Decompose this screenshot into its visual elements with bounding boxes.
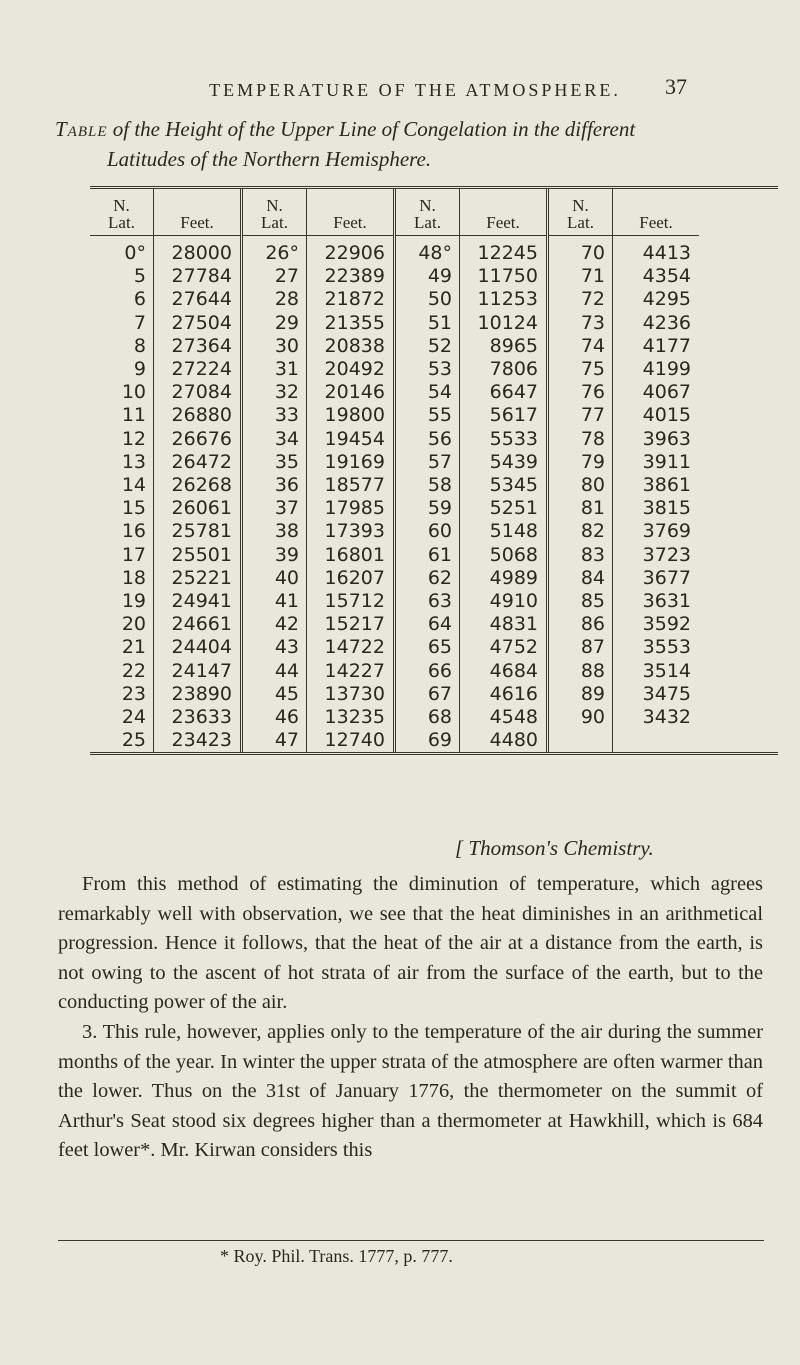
feet-cell: 23423 (154, 729, 242, 752)
lat-cell: 44 (274, 659, 299, 682)
lat-cell (548, 729, 613, 752)
header-lat-label: Lat. (261, 213, 288, 232)
feet-cell: 19169 (307, 451, 395, 474)
header-lat (395, 189, 460, 236)
feet-cell: 26472 (154, 451, 242, 474)
feet-cell: 5617 (460, 404, 548, 427)
feet-cell: 3861 (613, 474, 700, 497)
footnote: * Roy. Phil. Trans. 1777, p. 777. (220, 1246, 453, 1266)
lat-cell: 9 (133, 358, 146, 381)
feet-cell: 21872 (307, 288, 395, 311)
lat-cell: 73 (580, 311, 605, 334)
lat-cell: 45 (274, 682, 299, 705)
feet-cell: 4752 (460, 636, 548, 659)
header-feet (307, 189, 395, 236)
feet-cell: 26676 (154, 428, 242, 451)
feet-cell: 4413 (613, 236, 700, 266)
lat-cell: 40 (274, 566, 299, 589)
header-feet (154, 189, 242, 236)
table-row (90, 590, 699, 613)
lat-cell: 88 (580, 659, 605, 682)
lat-cell: 64 (427, 613, 452, 636)
feet-cell: 12245 (460, 236, 548, 266)
table-body (90, 236, 699, 753)
header-spacer (307, 197, 393, 214)
table-row (90, 660, 699, 683)
feet-cell: 27504 (154, 312, 242, 335)
feet-cell: 3963 (613, 428, 700, 451)
table-row (90, 729, 699, 752)
table-source: [ Thomson's Chemistry. (455, 836, 654, 860)
lat-cell: 50 (427, 288, 452, 311)
header-feet (613, 189, 700, 236)
header-n: N. (572, 196, 589, 215)
lat-cell: 48° (418, 242, 452, 264)
lat-cell: 82 (580, 520, 605, 543)
header-lat-label: Lat. (567, 213, 594, 232)
header-feet-label: Feet. (333, 213, 367, 232)
lat-cell: 36 (274, 474, 299, 497)
feet-cell: 7806 (460, 358, 548, 381)
header-feet (460, 189, 548, 236)
lat-cell: 33 (274, 404, 299, 427)
feet-cell: 23633 (154, 706, 242, 729)
header-feet-label: Feet. (639, 213, 673, 232)
lat-cell: 76 (580, 381, 605, 404)
feet-cell: 3677 (613, 567, 700, 590)
feet-cell: 15217 (307, 613, 395, 636)
feet-cell: 5439 (460, 451, 548, 474)
feet-cell: 24661 (154, 613, 242, 636)
feet-cell: 4480 (460, 729, 548, 752)
lat-cell: 59 (427, 497, 452, 520)
lat-cell: 52 (427, 334, 452, 357)
table-row (90, 236, 699, 266)
feet-cell: 4548 (460, 706, 548, 729)
feet-cell: 27784 (154, 265, 242, 288)
header-n: N. (419, 196, 436, 215)
feet-cell: 27224 (154, 358, 242, 381)
lat-cell: 19 (121, 590, 146, 613)
lat-cell: 60 (427, 520, 452, 543)
header-spacer (460, 197, 546, 214)
lat-cell: 74 (580, 334, 605, 357)
table-row (90, 335, 699, 358)
paragraph-2: 3. This rule, however, applies only to the temperature of the air during the summer months of the year. In winter the upper strata of the atmosphere are often warmer than the lower. Thus on the 31st of January 1776, the thermometer on the summit of Arthur's Seat stood six degrees higher than a thermometer at Hawkhill, which is 684 feet lower*. Mr. Kirwan considers this (58, 1020, 763, 1162)
lat-cell: 67 (427, 682, 452, 705)
lat-cell: 42 (274, 613, 299, 636)
feet-cell: 14227 (307, 660, 395, 683)
table-bottom-rule (90, 752, 778, 755)
lat-cell: 7 (133, 311, 146, 334)
feet-cell: 3432 (613, 706, 700, 729)
feet-cell (613, 729, 700, 752)
latitude-table (90, 189, 699, 752)
feet-cell: 4616 (460, 683, 548, 706)
feet-cell: 15712 (307, 590, 395, 613)
lat-cell: 8 (133, 334, 146, 357)
table-row (90, 312, 699, 335)
feet-cell: 22906 (307, 236, 395, 266)
feet-cell: 23890 (154, 683, 242, 706)
feet-cell: 4989 (460, 567, 548, 590)
lat-cell: 18 (121, 566, 146, 589)
table-row (90, 520, 699, 543)
feet-cell: 22389 (307, 265, 395, 288)
feet-cell: 20146 (307, 381, 395, 404)
lat-cell: 16 (121, 520, 146, 543)
table-row (90, 544, 699, 567)
feet-cell: 24941 (154, 590, 242, 613)
feet-cell: 4910 (460, 590, 548, 613)
lat-cell: 31 (274, 358, 299, 381)
lat-cell: 30 (274, 334, 299, 357)
table-header-row (90, 189, 699, 236)
header-feet-label: Feet. (486, 213, 520, 232)
feet-cell: 5251 (460, 497, 548, 520)
lat-cell: 14 (121, 474, 146, 497)
lat-cell: 20 (121, 613, 146, 636)
header-n: N. (266, 196, 283, 215)
lat-cell: 66 (427, 659, 452, 682)
feet-cell: 27644 (154, 288, 242, 311)
lat-cell: 89 (580, 682, 605, 705)
feet-cell: 3911 (613, 451, 700, 474)
feet-cell: 5068 (460, 544, 548, 567)
feet-cell: 4199 (613, 358, 700, 381)
feet-cell: 4236 (613, 312, 700, 335)
lat-cell: 84 (580, 566, 605, 589)
lat-cell: 12 (121, 427, 146, 450)
table-row (90, 404, 699, 427)
header-lat (548, 189, 613, 236)
lat-cell: 32 (274, 381, 299, 404)
header-lat-label: Lat. (108, 213, 135, 232)
lat-cell: 87 (580, 636, 605, 659)
lat-cell: 35 (274, 450, 299, 473)
page-number: 37 (665, 74, 687, 99)
lat-cell: 61 (427, 543, 452, 566)
feet-cell: 26880 (154, 404, 242, 427)
lat-cell: 70 (580, 242, 605, 264)
lat-cell: 86 (580, 613, 605, 636)
feet-cell: 19800 (307, 404, 395, 427)
lat-cell: 27 (274, 265, 299, 288)
header-feet-label: Feet. (180, 213, 214, 232)
lat-cell: 37 (274, 497, 299, 520)
table-title-line1: of the Height of the Upper Line of Congelation in the different (112, 117, 636, 141)
feet-cell: 3553 (613, 636, 700, 659)
lat-cell: 0° (124, 242, 146, 264)
table-row (90, 265, 699, 288)
lat-cell: 83 (580, 543, 605, 566)
feet-cell: 8965 (460, 335, 548, 358)
lat-cell: 34 (274, 427, 299, 450)
feet-cell: 14722 (307, 636, 395, 659)
feet-cell: 21355 (307, 312, 395, 335)
feet-cell: 12740 (307, 729, 395, 752)
table-row (90, 683, 699, 706)
lat-cell: 79 (580, 450, 605, 473)
header-n: N. (113, 196, 130, 215)
lat-cell: 39 (274, 543, 299, 566)
table-title (55, 114, 765, 174)
feet-cell: 3769 (613, 520, 700, 543)
lat-cell: 28 (274, 288, 299, 311)
lat-cell: 53 (427, 358, 452, 381)
lat-cell: 29 (274, 311, 299, 334)
congelation-table (90, 186, 790, 755)
feet-cell: 27084 (154, 381, 242, 404)
lat-cell: 15 (121, 497, 146, 520)
feet-cell: 28000 (154, 236, 242, 266)
lat-cell: 56 (427, 427, 452, 450)
feet-cell: 25501 (154, 544, 242, 567)
feet-cell: 4684 (460, 660, 548, 683)
feet-cell: 17393 (307, 520, 395, 543)
feet-cell: 4177 (613, 335, 700, 358)
lat-cell: 65 (427, 636, 452, 659)
table-row (90, 497, 699, 520)
lat-cell: 57 (427, 450, 452, 473)
lat-cell: 71 (580, 265, 605, 288)
feet-cell: 16801 (307, 544, 395, 567)
lat-cell: 90 (580, 706, 605, 729)
lat-cell: 62 (427, 566, 452, 589)
lat-cell: 54 (427, 381, 452, 404)
feet-cell: 3592 (613, 613, 700, 636)
lat-cell: 43 (274, 636, 299, 659)
lat-cell: 38 (274, 520, 299, 543)
feet-cell: 18577 (307, 474, 395, 497)
feet-cell: 4067 (613, 381, 700, 404)
table-title-line2: Latitudes of the Northern Hemisphere. (107, 147, 432, 171)
lat-cell: 41 (274, 590, 299, 613)
lat-cell: 51 (427, 311, 452, 334)
feet-cell: 25781 (154, 520, 242, 543)
header-lat (242, 189, 307, 236)
lat-cell: 5 (133, 265, 146, 288)
lat-cell: 47 (274, 729, 299, 752)
lat-cell: 17 (121, 543, 146, 566)
footnote-rule (58, 1240, 764, 1241)
lat-cell: 23 (121, 682, 146, 705)
table-row (90, 613, 699, 636)
lat-cell: 77 (580, 404, 605, 427)
feet-cell: 3631 (613, 590, 700, 613)
table-row (90, 636, 699, 659)
lat-cell: 55 (427, 404, 452, 427)
feet-cell: 20492 (307, 358, 395, 381)
feet-cell: 3475 (613, 683, 700, 706)
lat-cell: 75 (580, 358, 605, 381)
table-row (90, 567, 699, 590)
lat-cell: 68 (427, 706, 452, 729)
table-row (90, 451, 699, 474)
table-row (90, 706, 699, 729)
feet-cell: 25221 (154, 567, 242, 590)
feet-cell: 4015 (613, 404, 700, 427)
table-row (90, 474, 699, 497)
lat-cell: 63 (427, 590, 452, 613)
feet-cell: 5148 (460, 520, 548, 543)
paragraph-1: From this method of estimating the diminution of temperature, which agrees remarkably well with observation, we see that the heat diminishes in an arithmetical progression. Hence it follows, that the heat of the air at a distance from the earth, is not owing to the ascent of hot strata of air from the surface of the earth, but to the conducting power of the air. (58, 873, 763, 1014)
lat-cell: 49 (427, 265, 452, 288)
header-spacer (154, 197, 240, 214)
table-title-lead: Table (55, 117, 108, 141)
table-row (90, 381, 699, 404)
lat-cell: 80 (580, 474, 605, 497)
feet-cell: 4295 (613, 288, 700, 311)
header-spacer (613, 197, 699, 214)
feet-cell: 27364 (154, 335, 242, 358)
feet-cell: 16207 (307, 567, 395, 590)
feet-cell: 24147 (154, 660, 242, 683)
header-lat (90, 189, 154, 236)
lat-cell: 58 (427, 474, 452, 497)
lat-cell: 24 (121, 706, 146, 729)
feet-cell: 13730 (307, 683, 395, 706)
feet-cell: 3815 (613, 497, 700, 520)
lat-cell: 26° (265, 242, 299, 264)
feet-cell: 5345 (460, 474, 548, 497)
lat-cell: 85 (580, 590, 605, 613)
lat-cell: 81 (580, 497, 605, 520)
feet-cell: 6647 (460, 381, 548, 404)
feet-cell: 5533 (460, 428, 548, 451)
lat-cell: 46 (274, 706, 299, 729)
lat-cell: 69 (427, 729, 452, 752)
running-head: TEMPERATURE OF THE ATMOSPHERE. (209, 80, 621, 100)
lat-cell: 78 (580, 427, 605, 450)
feet-cell: 19454 (307, 428, 395, 451)
feet-cell: 24404 (154, 636, 242, 659)
feet-cell: 4354 (613, 265, 700, 288)
feet-cell: 11253 (460, 288, 548, 311)
lat-cell: 6 (133, 288, 146, 311)
feet-cell: 4831 (460, 613, 548, 636)
lat-cell: 13 (121, 450, 146, 473)
feet-cell: 26268 (154, 474, 242, 497)
table-row (90, 428, 699, 451)
feet-cell: 20838 (307, 335, 395, 358)
lat-cell: 10 (121, 381, 146, 404)
table-row (90, 288, 699, 311)
feet-cell: 13235 (307, 706, 395, 729)
feet-cell: 3514 (613, 660, 700, 683)
feet-cell: 26061 (154, 497, 242, 520)
lat-cell: 25 (121, 729, 146, 752)
table-row (90, 358, 699, 381)
feet-cell: 11750 (460, 265, 548, 288)
feet-cell: 10124 (460, 312, 548, 335)
feet-cell: 17985 (307, 497, 395, 520)
lat-cell: 72 (580, 288, 605, 311)
header-lat-label: Lat. (414, 213, 441, 232)
lat-cell: 22 (121, 659, 146, 682)
lat-cell: 21 (121, 636, 146, 659)
feet-cell: 3723 (613, 544, 700, 567)
lat-cell: 11 (121, 404, 146, 427)
body-text (58, 870, 763, 1166)
